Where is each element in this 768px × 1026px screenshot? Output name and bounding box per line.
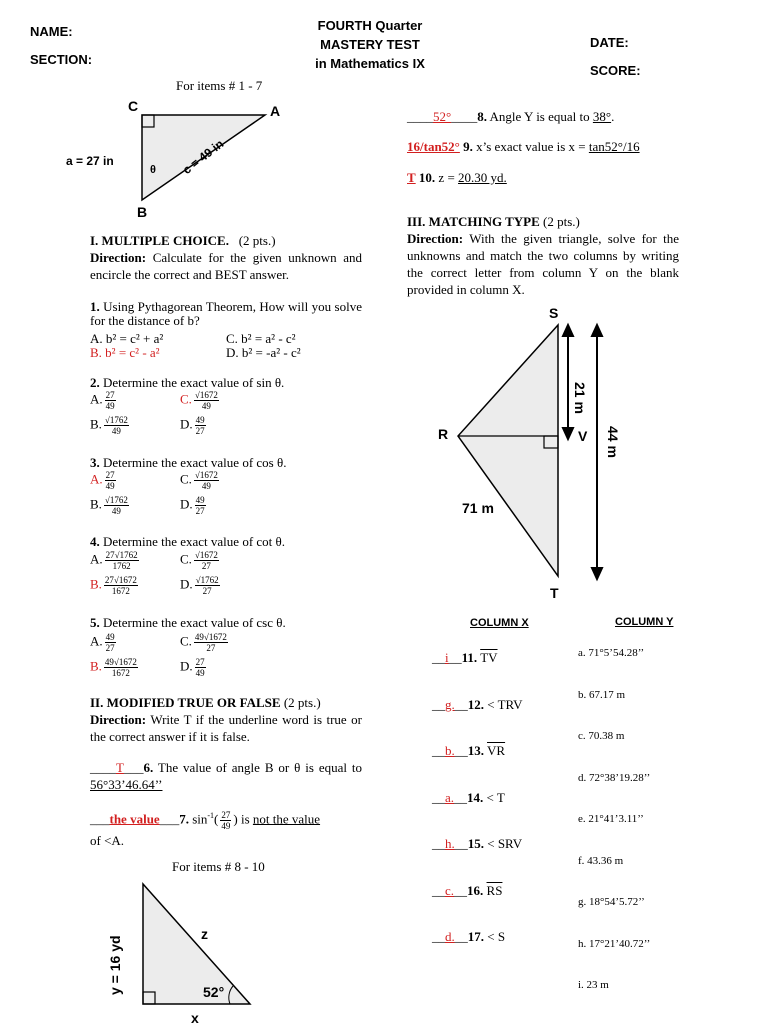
- part3-points: (2 pts.): [543, 214, 580, 229]
- q5-stem: 5. Determine the exact value of csc θ.: [90, 615, 286, 630]
- vertex-r: R: [438, 426, 449, 442]
- q2-option-b[interactable]: B. $\frac{√1762}{49}$: [90, 415, 128, 436]
- title-line-2: MASTERY TEST: [320, 37, 420, 52]
- angle-52-label: 52°: [203, 984, 225, 1000]
- matching-x-item: [432, 650, 498, 666]
- q5-option-d[interactable]: D. $\frac{27}{49}$: [180, 657, 205, 678]
- matching-item-label: $\overline{VR}$: [487, 743, 506, 758]
- q3-option-b[interactable]: B. $\frac{√1762}{49}$: [90, 495, 128, 516]
- matching-y-option: f. 43.36 m: [578, 854, 624, 867]
- part2-direction-label: Direction:: [90, 712, 147, 727]
- matching-y-option: h. 17°21’40.72’’: [578, 937, 651, 950]
- matching-y-option: d. 72°38’19.28’’: [578, 771, 651, 784]
- dim-st-label: 44 m: [605, 426, 621, 458]
- part3-direction-label: Direction:: [407, 231, 464, 246]
- title-line-1: FOURTH Quarter: [317, 18, 423, 33]
- q2-option-a[interactable]: A. $\frac{27}{49}$: [90, 390, 115, 411]
- q2-option-c[interactable]: C. $\frac{√1672}{49}$: [180, 390, 218, 411]
- matching-y-option: g. 18°54’5.72’’: [578, 896, 645, 908]
- matching-x-item: [432, 697, 523, 713]
- matching-x-item: [432, 883, 502, 899]
- title-line-3: in Mathematics IX: [315, 56, 425, 71]
- q7: ___the value___7. $\sin^{-1}$( $\frac{27}{49}$ ) is not the value of <A.: [90, 809, 321, 848]
- q9-answer-blank[interactable]: 16/tan52°: [407, 139, 460, 154]
- vertex-c: C: [128, 98, 139, 114]
- matching-answer-blank[interactable]: __b.__: [432, 743, 468, 758]
- part3-header: [407, 213, 679, 298]
- q3-option-d[interactable]: D. $\frac{49}{27}$: [180, 495, 205, 516]
- q1-option-c[interactable]: C. b² = a² - c²: [226, 331, 296, 346]
- vertex-s: S: [549, 305, 559, 321]
- matching-x-item: [432, 790, 505, 806]
- dim-sv-label: 21 m: [572, 382, 588, 414]
- q1-stem: 1. Using Pythagorean Theorem, How will you solve for the distance of b?: [90, 299, 362, 328]
- matching-answer-blank[interactable]: __a.__: [432, 789, 468, 805]
- q6-answer-blank[interactable]: ____T___: [90, 760, 144, 775]
- matching-item-label: < TRV: [487, 696, 523, 712]
- part2-points: (2 pts.): [283, 695, 321, 710]
- q5-option-b[interactable]: B. $\frac{49√1672}{1672}$: [90, 657, 137, 678]
- q8-answer-blank[interactable]: ____52°____: [407, 109, 478, 124]
- q7-answer-blank[interactable]: ___the value___: [90, 811, 180, 827]
- q2-stem: 2. Determine the exact value of sin θ.: [90, 375, 285, 390]
- column-x-header: COLUMN X: [470, 617, 529, 629]
- column-y-header: COLUMN Y: [615, 616, 674, 628]
- matching-item-label: < SRV: [487, 836, 523, 851]
- matching-item-label: < S: [487, 929, 506, 944]
- matching-item-number: 13.: [467, 743, 484, 758]
- side-rt-label: 71 m: [462, 500, 494, 516]
- q6: ____T___6. The value of angle B or θ is equal to 56°33’46.64’’: [90, 760, 362, 792]
- part3-heading: III. MATCHING TYPE: [407, 214, 540, 229]
- side-a-label: a = 27 in: [66, 154, 114, 168]
- matching-y-option: b. 67.17 m: [578, 688, 626, 701]
- q9: 16/tan52° 9. x’s exact value is x = tan52°/16: [407, 139, 640, 154]
- side-x-label: x: [191, 1010, 199, 1026]
- matching-y-option: c. 70.38 m: [578, 730, 625, 742]
- q5-option-a[interactable]: A. $\frac{49}{27}$: [90, 632, 115, 653]
- section-label: SECTION:: [30, 52, 93, 67]
- matching-y-option: e. 21°41’3.11’’: [578, 813, 644, 825]
- q1-option-a[interactable]: A. b² = c² + a²: [90, 331, 164, 346]
- q4-option-a[interactable]: A. $\frac{27√1762}{1762}$: [90, 550, 138, 571]
- q10: T 10. z = 20.30 yd.: [407, 170, 507, 185]
- part1-heading: I. MULTIPLE CHOICE.: [90, 233, 229, 248]
- matching-item-number: 17.: [467, 929, 484, 944]
- triangle2-caption: For items # 8 - 10: [172, 859, 265, 874]
- q10-answer-blank[interactable]: T: [407, 170, 416, 185]
- q4-option-c[interactable]: C. $\frac{√1672}{27}$: [180, 550, 218, 571]
- part1-direction-label: Direction:: [90, 250, 147, 265]
- part1-header: [90, 232, 362, 283]
- part1-points: (2 pts.): [238, 233, 276, 248]
- part2-header: [90, 694, 362, 745]
- q3-option-a[interactable]: A. $\frac{27}{49}$: [90, 470, 115, 491]
- matching-answer-blank[interactable]: __h.__: [432, 836, 468, 851]
- part2-direction-text: Write T if the underline word is true or the correct answer if it is false.: [90, 712, 363, 744]
- q3-stem: 3. Determine the exact value of cos θ.: [90, 455, 287, 470]
- vertex-t: T: [550, 585, 559, 601]
- part2-heading: II. MODIFIED TRUE OR FALSE: [90, 695, 281, 710]
- q3-option-c[interactable]: C. $\frac{√1672}{49}$: [180, 470, 218, 491]
- matching-item-number: 12.: [467, 696, 484, 712]
- triangle2-diagram: [130, 876, 270, 1016]
- side-y-label: y = 16 yd: [107, 935, 123, 995]
- q4-option-b[interactable]: B. $\frac{27√1672}{1672}$: [90, 575, 137, 596]
- matching-y-option: i. 23 m: [578, 979, 609, 991]
- matching-answer-blank[interactable]: __c.__: [432, 882, 468, 898]
- matching-answer-blank[interactable]: __d.__: [432, 929, 468, 944]
- vertex-a: A: [270, 103, 281, 119]
- matching-answer-blank[interactable]: __g.__: [432, 696, 468, 712]
- matching-item-label: $\overline{TV}$: [480, 650, 498, 665]
- score-label: SCORE:: [590, 63, 641, 78]
- q4-option-d[interactable]: D. $\frac{√1762}{27}$: [180, 575, 219, 596]
- part3-direction-text: With the given triangle, solve for the unknowns and match the two columns by writing the correct letter from column Y on the blank provided in column X.: [407, 231, 679, 297]
- matching-y-option: a. 71°5’54.28’’: [578, 647, 645, 659]
- matching-x-item: [432, 743, 505, 759]
- triangle1-caption: For items # 1 - 7: [176, 78, 263, 93]
- q5-option-c[interactable]: C. $\frac{49√1672}{27}$: [180, 632, 227, 653]
- matching-item-number: 15.: [467, 836, 484, 851]
- matching-item-number: 16.: [467, 882, 484, 898]
- q4-stem: 4. Determine the exact value of cot θ.: [90, 534, 286, 549]
- q8: ____52°____8. Angle Y is equal to 38°.: [407, 109, 615, 124]
- matching-answer-blank[interactable]: __i__: [432, 650, 462, 665]
- vertex-v: V: [578, 428, 588, 444]
- name-label: NAME:: [30, 24, 73, 39]
- angle-theta-label: θ: [150, 164, 156, 176]
- part1-direction-text: Calculate for the given unknown and encircle the correct and BEST answer.: [90, 250, 362, 282]
- matching-item-label: $\overline{RS}$: [486, 882, 503, 898]
- matching-x-item: [432, 929, 505, 945]
- q2-option-d[interactable]: D. $\frac{49}{27}$: [180, 415, 205, 436]
- date-label: DATE:: [590, 35, 629, 50]
- test-title: [270, 16, 470, 73]
- side-c-label: c = 49 in: [180, 136, 227, 178]
- matching-item-number: 11.: [461, 650, 478, 665]
- q1-option-d[interactable]: D. b² = -a² - c²: [226, 345, 301, 360]
- side-z-label: z: [201, 926, 208, 942]
- vertex-b: B: [137, 204, 148, 220]
- matching-x-item: [432, 836, 522, 852]
- q1-option-b[interactable]: B. b² = c² - a²: [90, 345, 160, 360]
- matching-item-label: < T: [486, 789, 505, 805]
- matching-item-number: 14.: [467, 789, 484, 805]
